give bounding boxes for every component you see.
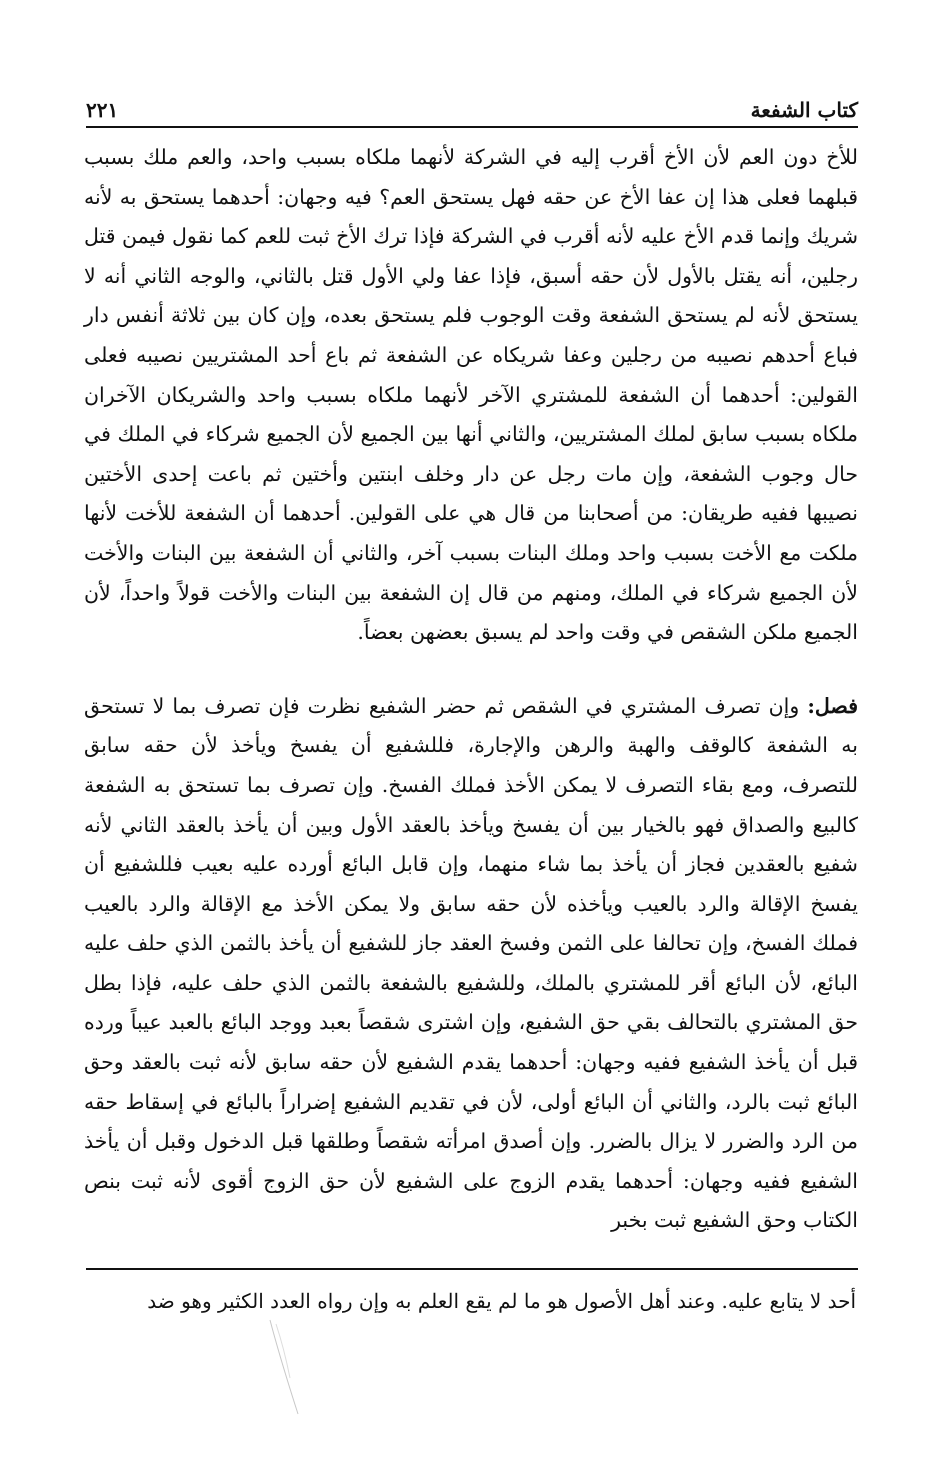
header-rule — [86, 126, 858, 128]
paragraph-2-text: وإن تصرف المشتري في الشقص ثم حضر الشفيع نظرت فإن تصرف بما لا تستحق به الشفعة كالوقف والهبة والرهن والإجارة، فللشفيع أن يفسخ ويأخذ لأن حقه سابق للتصرف، ومع بقاء التصرف لا يمكن الأخذ فملك الفسخ. وإن تصرف بما تستحق به الشفعة كالبيع والصداق فهو بالخيار بين أن يفسخ ويأخذ بالعقد الأول وبين أن يأخذ بالعقد الثاني لأنه شفيع بالعقدين فجاز أن يأخذ بما شاء منهما، وإن قابل البائع أورده عليه بعيب فللشفيع أن يفسخ الإقالة والرد بالعيب ويأخذه لأن حقه سابق ولا يمكن الأخذ مع الإقالة والرد بالعيب فملك الفسخ، وإن تحالفا على الثمن وفسخ العقد جاز للشفيع أن يأخذ بالثمن الذي حلف عليه البائع، لأن البائع أقر للمشتري بالملك، وللشفيع بالشفعة بالثمن الذي حلف عليه، فإذا بطل حق المشتري بالتحالف بقي حق الشفيع، وإن اشترى شقصاً بعبد ووجد البائع بالعبد عيباً ورده قبل أن يأخذ الشفيع ففيه وجهان: أحدهما يقدم الشفيع لأن حقه سابق لأنه ثبت بالعقد وحق البائع ثبت بالرد، والثاني أن البائع أولى، لأن في تقديم الشفيع إضراراً بالبائع في إسقاط حقه من الرد والضرر لا يزال بالضرر. وإن أصدق امرأته شقصاً وطلقها قبل الدخول وقبل أن يأخذ الشفيع ففيه وجهان: أحدهما يقدم الزوج على الشفيع لأن حق الزوج أقوى لأنه ثبت بنص الكتاب وحق الشفيع ثبت بخبر — [84, 693, 858, 1233]
paragraph-1: للأخ دون العم لأن الأخ أقرب إليه في الشركة لأنهما ملكاه بسبب واحد، والعم ملك بسبب قبلهما فعلى هذا إن عفا الأخ عن حقه فهل يستحق العم؟ فيه وجهان: أحدهما يستحق به لأنه شريك وإنما قدم الأخ عليه لأنه أقرب في الشركة فإذا ترك الأخ ثبت للعم كما نقول فيمن قتل رجلين، أنه يقتل بالأول لأن حقه أسبق، فإذا عفا ولي الأول قتل بالثاني، والوجه الثاني أنه لا يستحق لأنه لم يستحق الشفعة وقت الوجوب فلم يستحق بعده، وإن كان بين ثلاثة أنفس دار فباع أحدهم نصيبه من رجلين وعفا شريكاه عن الشفعة ثم باع أحد المشتريين نصيبه فعلى القولين: أحدهما أن الشفعة للمشتري الآخر لأنهما ملكاه بسبب واحد والشريكان الآخران ملكاه بسبب سابق لملك المشتريين، والثاني أنها بين الجميع لأن الجميع شركاء في الملك في حال وجوب الشفعة، وإن مات رجل عن دار وخلف ابنتين وأختين ثم باعت إحدى الأختين نصيبها ففيه طريقان: من أصحابنا من قال هي على القولين. أحدهما أن الشفعة للأخت لأنها ملكت مع الأخت بسبب واحد وملك البنات بسبب آخر، والثاني أن الشفعة بين البنات والأخت لأن الجميع شركاء في الملك، ومنهم من قال إن الشفعة بين البنات والأخت قولاً واحداً، لأن الجميع ملكن الشقص في وقت واحد لم يسبق بعضهن بعضاً. — [84, 145, 858, 645]
paragraph-2 — [84, 687, 858, 1241]
book-title: كتاب الشفعة — [750, 98, 858, 122]
scan-mark-lines — [258, 1318, 318, 1418]
section-label-fasl: فصل: — [807, 693, 858, 718]
page-number: ٢٢١ — [86, 98, 119, 122]
footnote: أحد لا يتابع عليه. وعند أهل الأصول هو ما لم يقع العلم به وإن رواه العدد الكثير وهو ضد — [147, 1289, 856, 1313]
main-text — [84, 138, 858, 1241]
footnote-rule — [86, 1268, 858, 1270]
running-head — [86, 86, 858, 122]
